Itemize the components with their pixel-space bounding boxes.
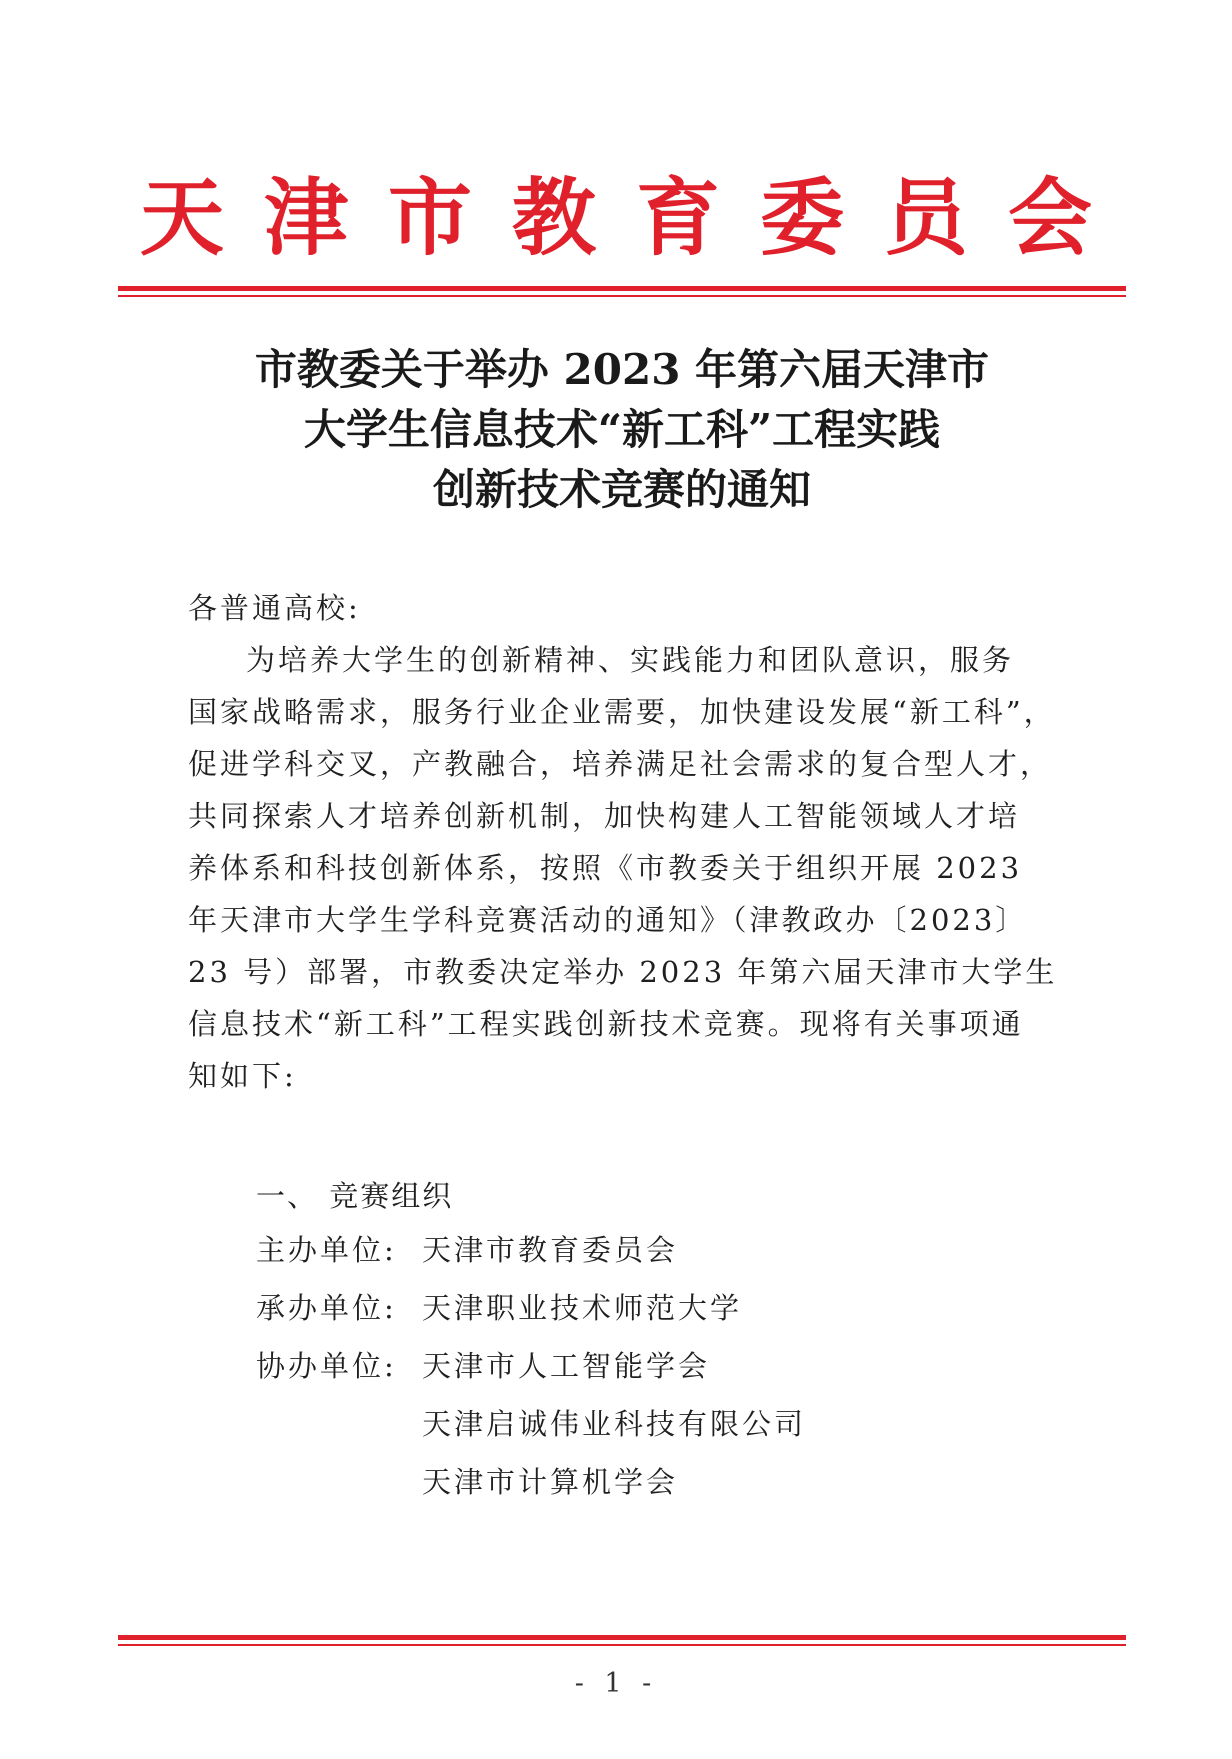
body-line: 为培养大学生的创新精神、实践能力和团队意识，服务: [246, 643, 1015, 677]
body-line: 信息技术“新工科”工程实践创新技术竞赛。现将有关事项通: [188, 1007, 1024, 1041]
org-label: 主办单位:: [256, 1233, 397, 1267]
body-line: 共同探索人才培养创新机制，加快构建人工智能领域人才培: [188, 799, 1021, 833]
footer-rule-thin: [118, 1644, 1126, 1646]
org-value: 天津职业技术师范大学: [422, 1291, 743, 1325]
title-line: 创新技术竞赛的通知: [432, 465, 811, 514]
salutation: 各普通高校:: [188, 591, 361, 625]
body-line: 养体系和科技创新体系，按照《市教委关于组织开展 2023: [188, 851, 1023, 885]
section-heading: 一、 竞赛组织: [256, 1179, 454, 1213]
body-line: 23 号）部署，市教委决定举办 2023 年第六届天津市大学生: [188, 955, 1058, 989]
org-row-undertaker: [256, 1288, 742, 1328]
co-organizer-extra: 天津启诚伟业科技有限公司: [422, 1407, 807, 1441]
masthead-rule-thick: [118, 286, 1126, 291]
body-line: 国家战略需求，服务行业企业需要，加快建设发展“新工科”，: [188, 695, 1056, 729]
page-number: - 1 -: [574, 1668, 658, 1699]
document-title: [118, 340, 1126, 520]
masthead-rule-thin: [118, 295, 1126, 297]
footer-rule-thick: [118, 1635, 1126, 1640]
co-organizer-extra: 天津市计算机学会: [422, 1465, 679, 1499]
body-line: 知如下:: [188, 1059, 297, 1093]
title-line: 大学生信息技术“新工科”工程实践: [303, 405, 941, 454]
org-row-host: [256, 1230, 678, 1270]
body-line: 促进学科交叉，产教融合，培养满足社会需求的复合型人才，: [188, 747, 1053, 781]
red-masthead: 天津市教育委员会: [139, 169, 1132, 267]
title-line: 市教委关于举办 2023 年第六届天津市: [254, 345, 990, 394]
org-label: 协办单位:: [256, 1349, 397, 1383]
org-row-co-organizer: [256, 1346, 710, 1386]
body-line: 年天津市大学生学科竞赛活动的通知》（津教政办〔2023〕: [188, 903, 1028, 937]
org-value: 天津市教育委员会: [422, 1233, 679, 1267]
org-label: 承办单位:: [256, 1291, 397, 1325]
org-value: 天津市人工智能学会: [422, 1349, 711, 1383]
